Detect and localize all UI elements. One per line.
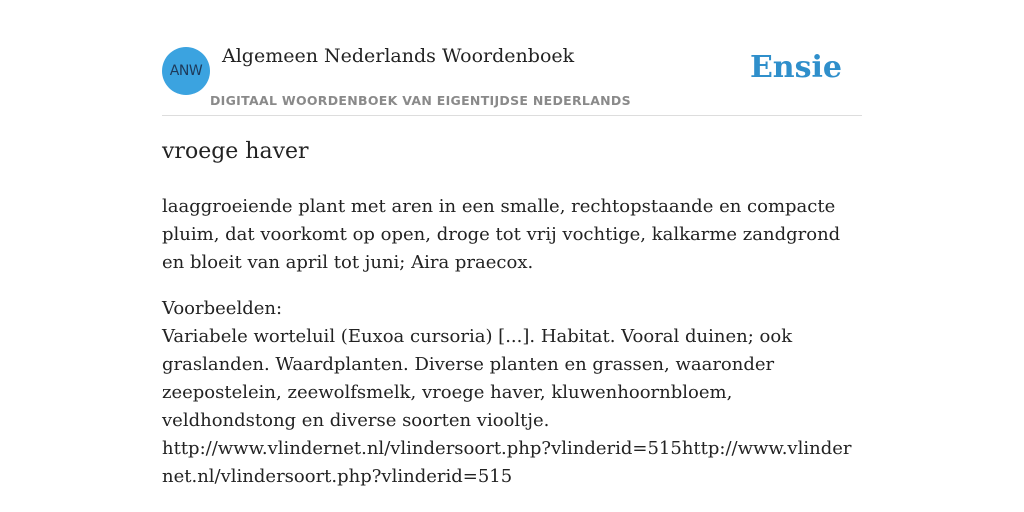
ensie-logo[interactable]: Ensie (749, 50, 842, 85)
anw-logo[interactable]: ANW (162, 47, 210, 95)
header-divider (162, 115, 862, 116)
example-text: Variabele worteluil (Euxoa cursoria) [...]. Habitat. Vooral duinen; ook graslanden. Waardplanten. Diverse planten en grassen, waaronder zeepostelein, zeewolfsmelk, vroege haver, kluwenhoornbloem, veldhondstong en diverse soorten viooltje. (162, 326, 793, 431)
page (162, 0, 862, 512)
examples-section (162, 295, 862, 491)
entry-headword: vroege haver (162, 139, 309, 164)
example-source: http://www.vlindernet.nl/vlindersoort.php?vlinderid=515http://www.vlindernet.nl/vlindersoort.php?vlinderid=515 (162, 438, 852, 487)
dictionary-subtitle: DIGITAAL WOORDENBOEK VAN EIGENTIJDSE NEDERLANDS (210, 93, 631, 108)
examples-label: Voorbeelden: (162, 298, 283, 319)
dictionary-title[interactable]: Algemeen Nederlands Woordenboek (222, 45, 575, 67)
entry-definition: laaggroeiende plant met aren in een smalle, rechtopstaande en compacte pluim, dat voorkomt op open, droge tot vrij vochtige, kalkarme zandgrond en bloeit van april tot juni; Aira praecox. (162, 196, 841, 273)
